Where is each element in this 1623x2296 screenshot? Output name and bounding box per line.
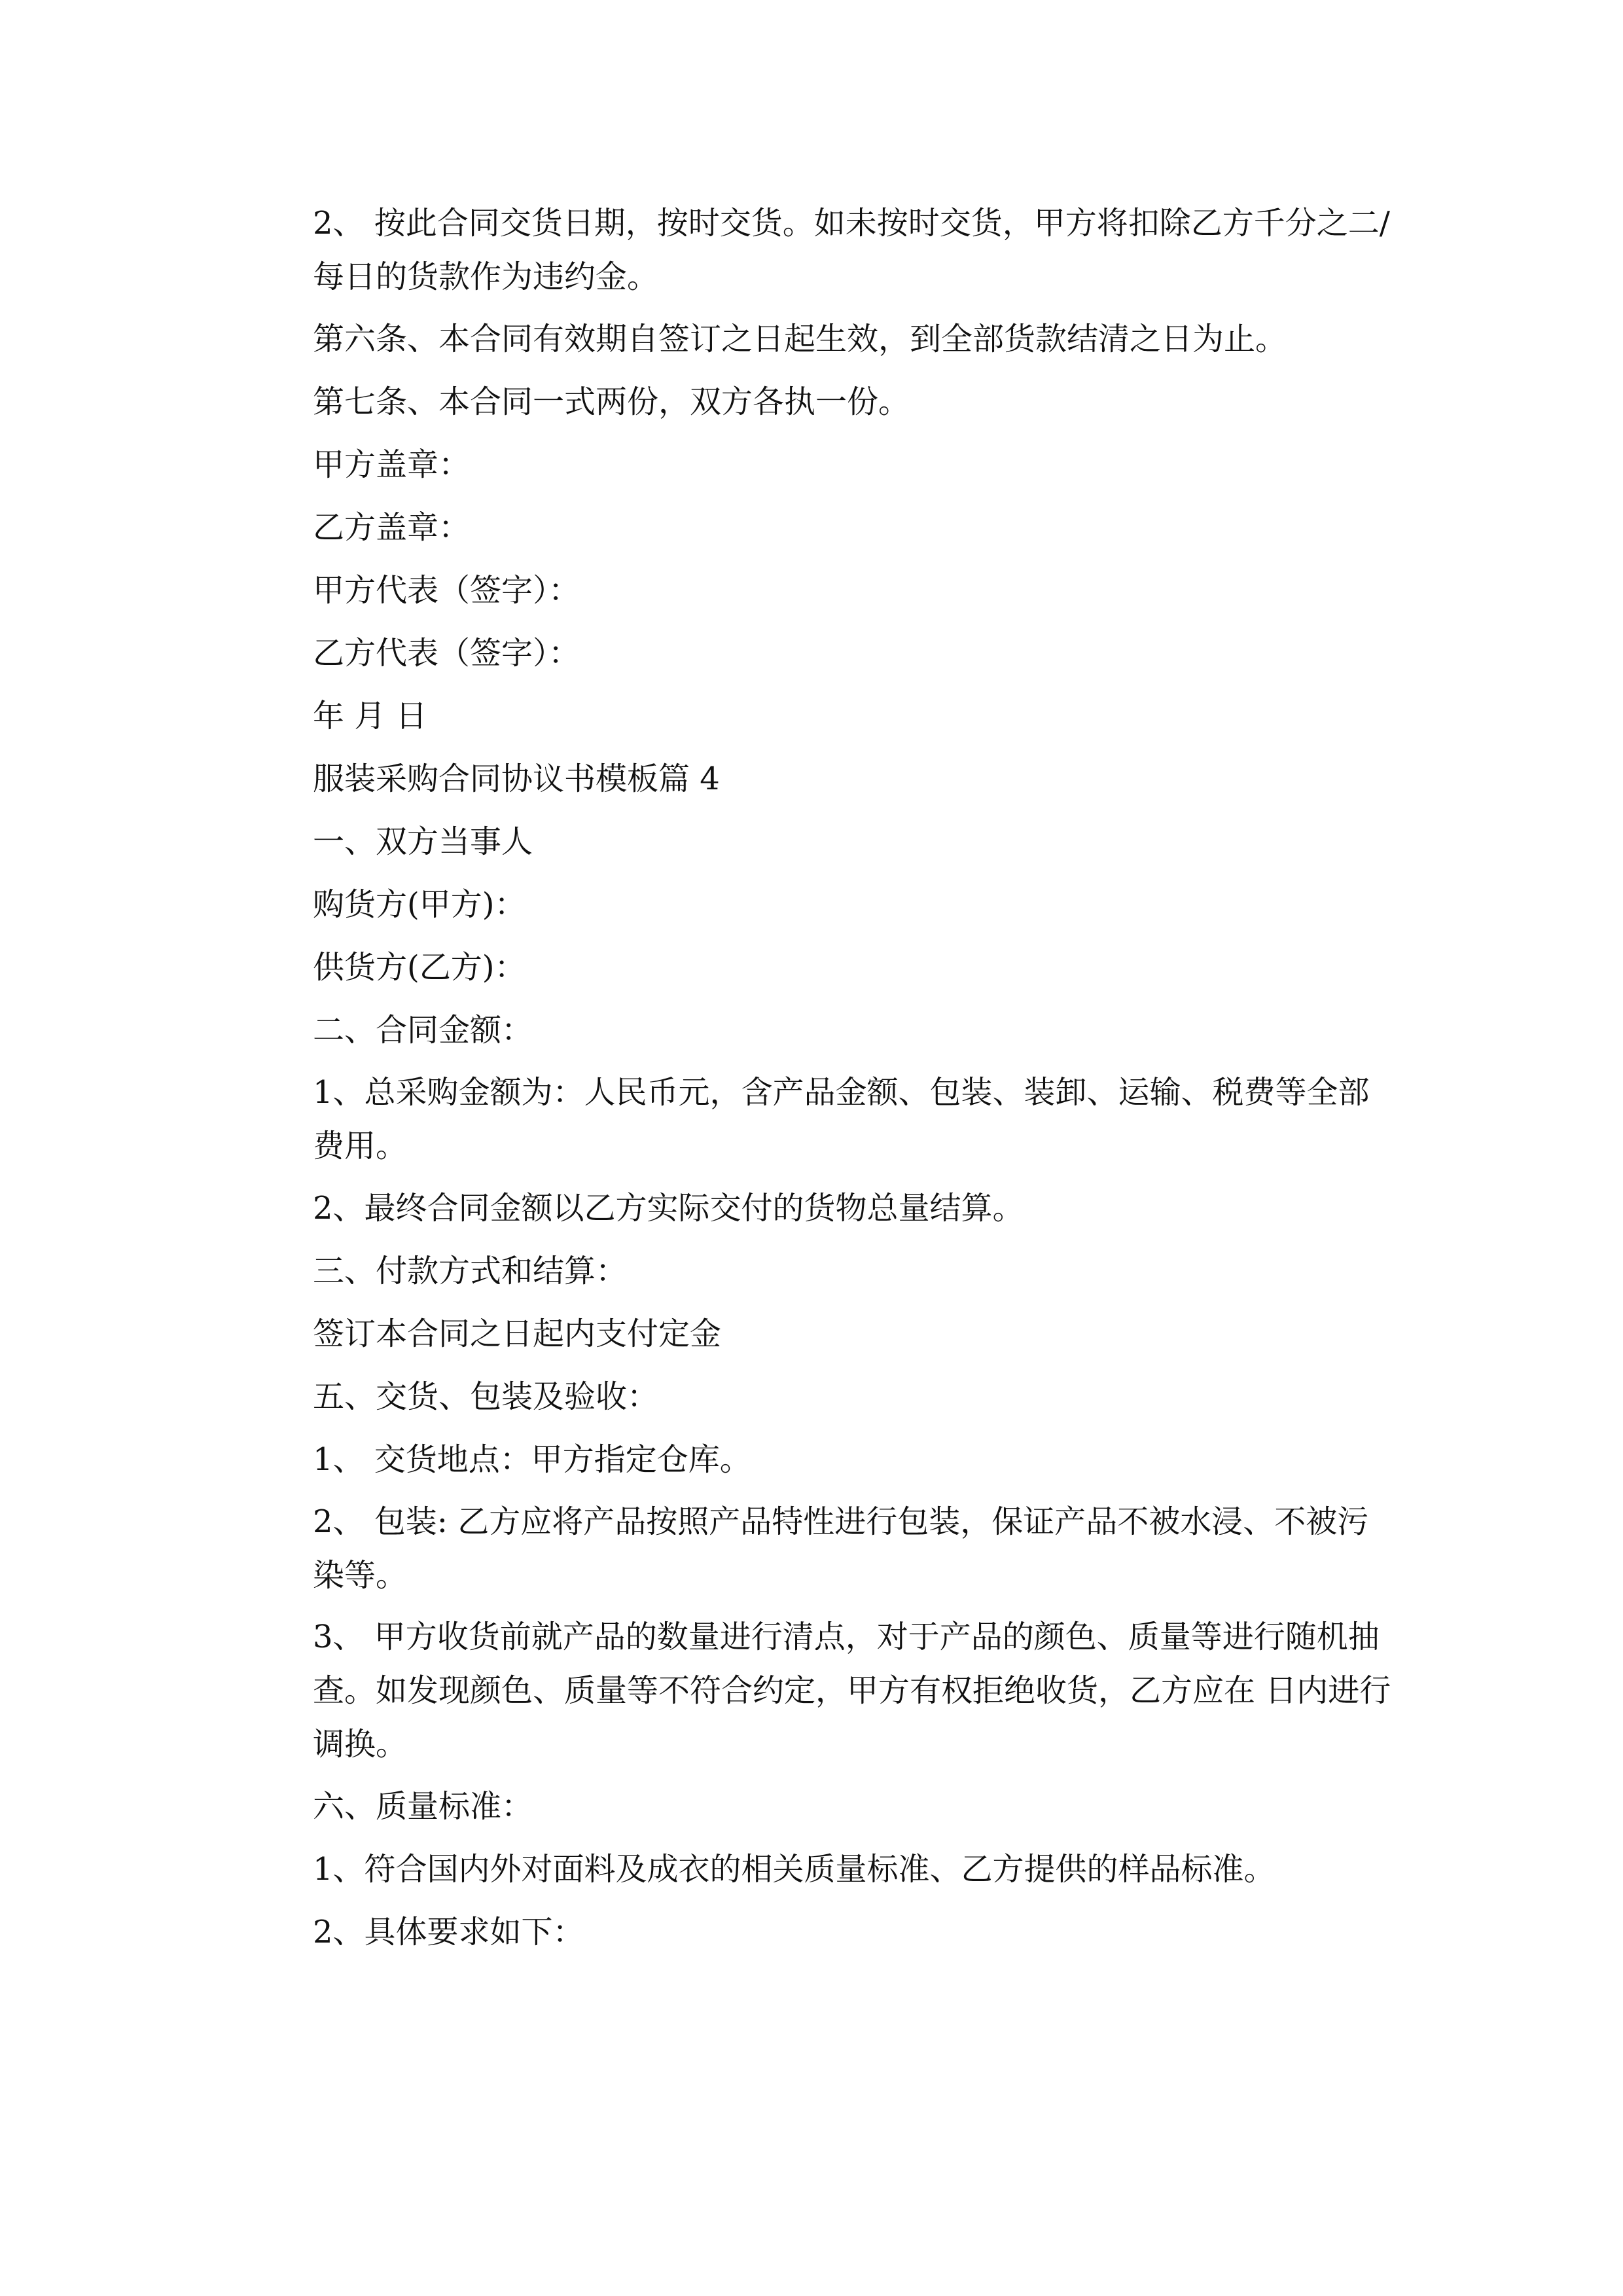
heading-delivery: 五、交货、包装及验收： bbox=[313, 1378, 659, 1415]
paragraph-inspection: 3、 甲方收货前就产品的数量进行清点，对于产品的颜色、质量等进行随机抽查。如发现颜色、质量等不符合约定，甲方有权拒绝收货，乙方应在 日内进行调换。 bbox=[313, 1619, 1391, 1763]
party-a-representative: 甲方代表（签字）： bbox=[313, 572, 580, 609]
section-title: 服装采购合同协议书模板篇 4 bbox=[313, 761, 720, 797]
party-b-seal: 乙方盖章： bbox=[313, 509, 471, 546]
heading-payment: 三、付款方式和结算： bbox=[313, 1253, 628, 1289]
paragraph-specific-requirements: 2、具体要求如下： bbox=[313, 1914, 584, 1950]
heading-parties: 一、双方当事人 bbox=[313, 823, 533, 860]
buyer-line: 购货方(甲方)： bbox=[313, 886, 526, 923]
supplier-line: 供货方(乙方)： bbox=[313, 949, 526, 986]
paragraph-delivery-location: 1、 交货地点：甲方指定仓库。 bbox=[313, 1441, 751, 1478]
paragraph-total-amount: 1、总采购金额为：人民币元，含产品金额、包装、装卸、运输、税费等全部费用。 bbox=[313, 1074, 1370, 1164]
heading-quality: 六、质量标准： bbox=[313, 1788, 533, 1825]
paragraph-delivery-penalty: 2、 按此合同交货日期，按时交货。如未按时交货，甲方将扣除乙方千分之二/每日的货款作为违约金。 bbox=[313, 205, 1390, 295]
date-line: 年 月 日 bbox=[313, 698, 427, 734]
paragraph-article-6: 第六条、本合同有效期自签订之日起生效，到全部货款结清之日为止。 bbox=[313, 321, 1287, 357]
paragraph-article-7: 第七条、本合同一式两份，双方各执一份。 bbox=[313, 384, 910, 420]
document-body bbox=[313, 196, 1393, 1967]
paragraph-packaging: 2、 包装: 乙方应将产品按照产品特性进行包装，保证产品不被水浸、不被污染等。 bbox=[313, 1503, 1369, 1594]
party-a-seal: 甲方盖章： bbox=[313, 446, 471, 483]
paragraph-deposit: 签订本合同之日起内支付定金 bbox=[313, 1316, 722, 1352]
party-b-representative: 乙方代表（签字）： bbox=[313, 635, 580, 672]
heading-contract-amount: 二、合同金额： bbox=[313, 1012, 533, 1049]
paragraph-quality-standard: 1、符合国内外对面料及成衣的相关质量标准、乙方提供的样品标准。 bbox=[313, 1851, 1275, 1888]
paragraph-final-amount: 2、最终合同金额以乙方实际交付的货物总量结算。 bbox=[313, 1190, 1024, 1227]
